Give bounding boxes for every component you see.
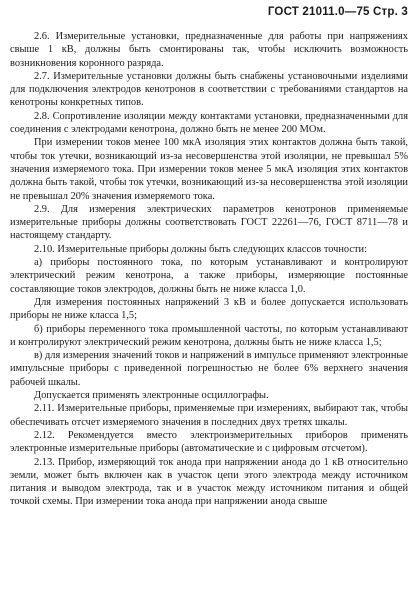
page-header [268,6,408,18]
clause-2-10: 2.10. Измерительные приборы должны быть следующих классов точности: [34,243,367,255]
clause-2-7: 2.7. Измерительные установки должны быть снабжены установочными изделиями для подключения электродов кенотронов в соответствии с требованиями стандартов на кенотроны конкретных типов. [10,70,408,109]
document-body [10,30,408,509]
page-number: Стр. 3 [373,6,408,18]
clause-2-10-a: а) приборы постоянного тока, по которым устанавливают и контролируют электрический режим кенотрона, а также приборы, измеряющие постоянные составляющие токов электродов, должны быть не ниже класса 1,0. [10,257,408,295]
clause-2-8-leakage: При измерении токов менее 100 мкА изоляция этих контактов должна быть такой, чтобы ток утечки, возникающий из-за несовершенства этой изоляции, не превышал 5% значения измеряемого тока. При измерении токов менее 5 мкА изоляция этих контактов должна быть такой, чтобы ток утечки, возникающий из-за несовершенства этой изоляции не превышал 20% значения измеряемого тока. [10,137,408,202]
standard-number: ГОСТ 21011.0—75 [267,6,370,18]
clause-2-6: 2.6. Измерительные установки, предназначенные для работы при напряжениях свыше 1 кВ, должны быть смонтированы так, чтобы исключить возможность возникновения коронного разряда. [10,31,408,69]
clause-2-11: 2.11. Измерительные приборы, применяемые при измерениях, выбирают так, чтобы обеспечивать отсчет измеряемого значения в последних двух третях шкалы. [10,403,408,428]
clause-2-9: 2.9. Для измерения электрических параметров кенотронов применяемые измерительные приборы должны соответствовать ГОСТ 22261—76, ГОСТ 8711—78 и настоящему стандарту. [10,203,408,242]
clause-2-10-b: б) приборы переменного тока промышленной частоты, по которым устанавливают и контролируют электрический режим кенотрона, должны быть не ниже класса 1,5; [10,323,408,348]
clause-2-10-oscilloscopes: Допускается применять электронные осциллографы. [34,390,269,402]
clause-2-8: 2.8. Сопротивление изоляции между контактами установки, предназначенными для соединения с электродами кенотрона, должно быть не менее 200 МОм. [10,110,408,136]
clause-2-13: 2.13. Прибор, измеряющий ток анода при напряжении анода до 1 кВ относительно земли, может быть включен как в участок цепи этого электрода между источником питания и выводом электрода, так и в участок между источником питания и общей точкой схемы. При измерении тока анода при напряжении анода свыше [10,456,408,508]
clause-2-12: 2.12. Рекомендуется вместо электроизмерительных приборов применять электронные измерительные приборы (автоматические и с цифровым отсчетом). [10,429,408,455]
clause-2-10-a-note: Для измерения постоянных напряжений 3 кВ и более допускается использовать приборы не ниже класса 1,5; [10,296,408,322]
clause-2-10-v: в) для измерения значений токов и напряжений в импульсе применяют электронные импульсные приборы с приведенной погрешностью не более 6% верхнего значения рабочей шкалы. [10,350,408,388]
